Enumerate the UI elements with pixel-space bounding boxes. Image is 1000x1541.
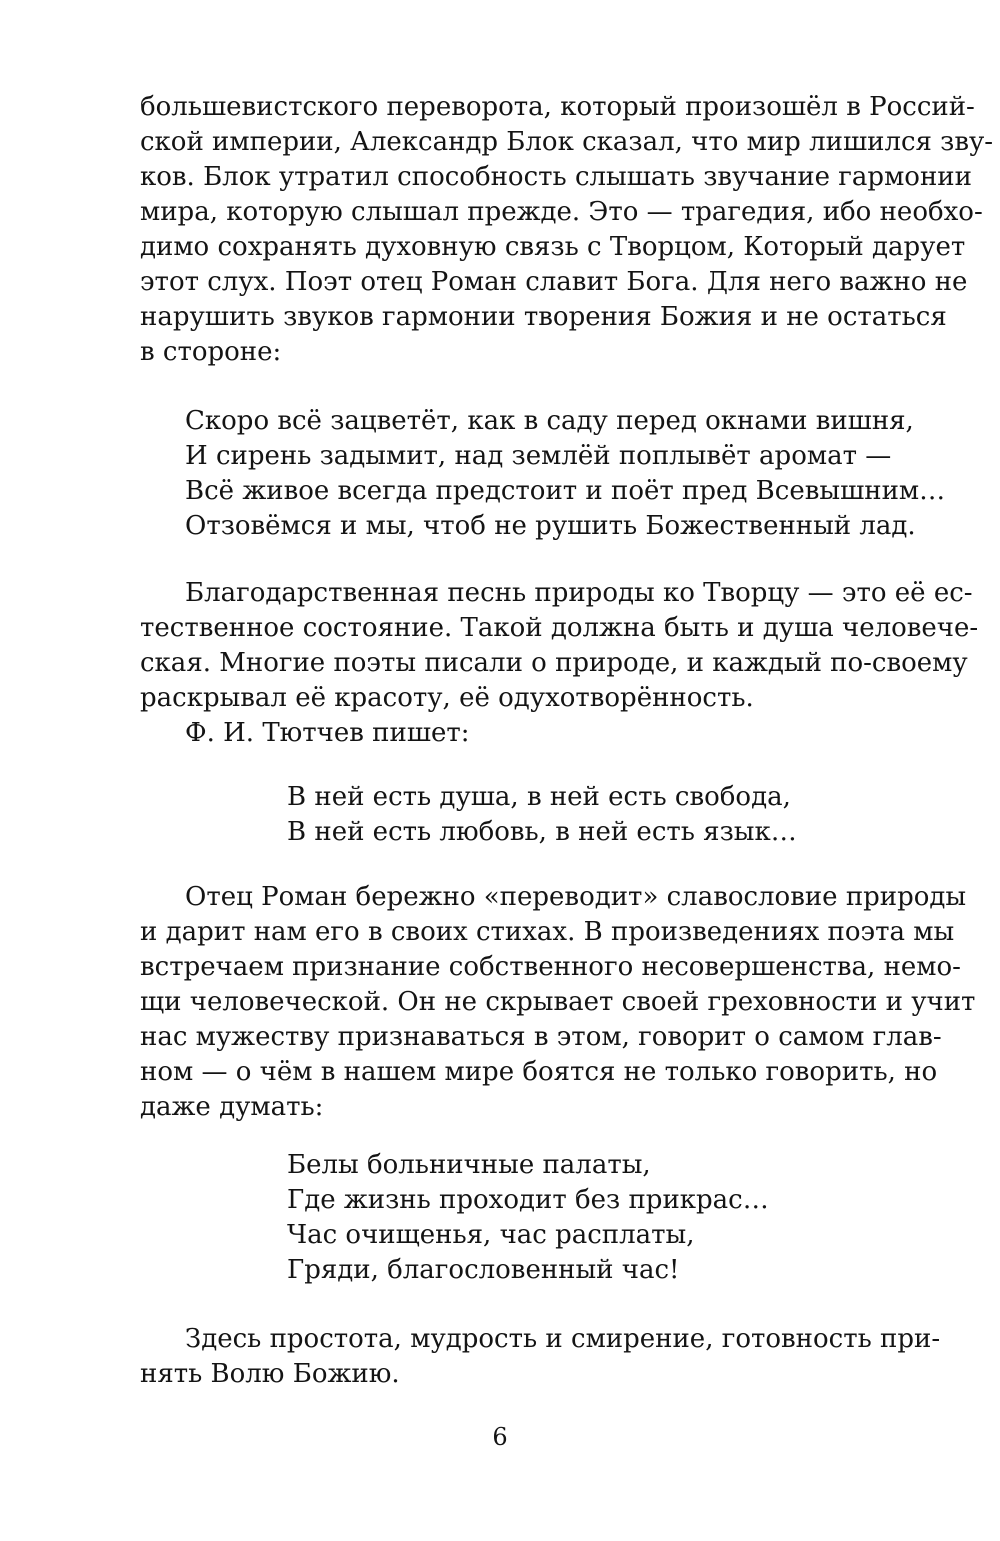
verse-3 [287,1148,1000,1288]
paragraph-2 [140,576,979,751]
text-line: даже думать: [140,1092,324,1122]
text-line: и дарит нам его в своих стихах. В произведениях поэта мы [140,917,955,947]
verse-1 [185,404,955,544]
text-line: в стороне: [140,337,282,367]
verse-line: И сирень задымит, над землёй поплывёт аромат — [185,441,892,471]
paragraph-3 [140,880,976,1125]
paragraph-4 [140,1322,941,1392]
verse-line: Белы больничные палаты, [287,1150,651,1180]
paragraph-1 [140,90,994,370]
text-line: нас мужеству признаваться в этом, говорит о самом глав- [140,1022,942,1052]
verse-line: В ней есть любовь, в ней есть язык… [287,817,797,847]
text-line: Ф. И. Тютчев пишет: [185,718,470,748]
text-line: нять Волю Божию. [140,1359,400,1389]
verse-line: Всё живое всегда предстоит и поёт пред Всевышним… [185,476,946,506]
text-line: раскрывал её красоту, её одухотворённость. [140,683,754,713]
verse-2 [287,780,1000,850]
verse-line: Час очищенья, час расплаты, [287,1220,695,1250]
text-line: большевистского переворота, который произошёл в Россий- [140,92,975,122]
verse-line: Отзовёмся и мы, чтоб не рушить Божественный лад. [185,511,916,541]
verse-line: В ней есть душа, в ней есть свобода, [287,782,791,812]
text-line: тественное состояние. Такой должна быть и душа человече- [140,613,979,643]
text-line: димо сохранять духовную связь с Творцом, Который дарует [140,232,966,262]
verse-line: Скоро всё зацветёт, как в саду перед окнами вишня, [185,406,914,436]
verse-line: Гряди, благословенный час! [287,1255,680,1285]
text-line: ская. Многие поэты писали о природе, и каждый по-своему [140,648,968,678]
text-line: нарушить звуков гармонии творения Божия и не остаться [140,302,947,332]
text-line: ков. Блок утратил способность слышать звучание гармонии [140,162,972,192]
text-line: Благодарственная песнь природы ко Творцу — это её ес- [185,578,973,608]
page-number: 6 [492,1423,508,1451]
text-line: Отец Роман бережно «переводит» славословие природы [185,882,967,912]
text-line: Здесь простота, мудрость и смирение, готовность при- [185,1324,941,1354]
text-line: щи человеческой. Он не скрывает своей греховности и учит [140,987,976,1017]
text-line: этот слух. Поэт отец Роман славит Бога. Для него важно не [140,267,968,297]
text-line: встречаем признание собственного несовершенства, немо- [140,952,961,982]
text-line: мира, которую слышал прежде. Это — трагедия, ибо необхо- [140,197,983,227]
text-line: ном — о чём в нашем мире боятся не только говорить, но [140,1057,938,1087]
verse-line: Где жизнь проходит без прикрас… [287,1185,769,1215]
text-line: ской империи, Александр Блок сказал, что мир лишился зву- [140,127,994,157]
